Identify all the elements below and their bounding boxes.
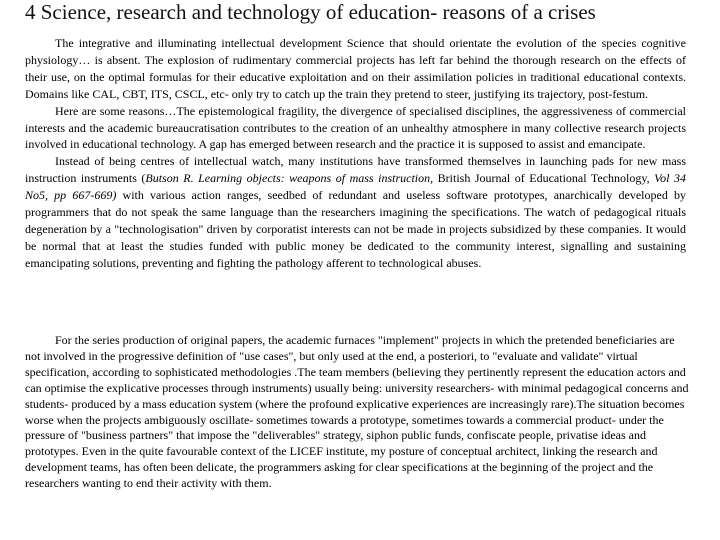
paragraph-institutions-rest: with various action ranges, seedbed of redundant and useless software prototypes, anarchically developed by programmers that do not speak the same language than the researchers imagining the specifications. The watch of pedagogical rituals degeneration by a "technologisation" driven by corporatist interests can not be made in projects subsidized by these companies. It would be normal that at least the studies funded with public money be dedicated to the community interest, signalling and sustaining emancipating solutions, preventing and fighting the pathology afferent to technological abuses. — [25, 188, 686, 270]
citation-title: Butson R. Learning objects: weapons of mass instruction, — [145, 171, 434, 186]
citation-volume: Vol 34 No5, pp 667-669) — [25, 171, 686, 203]
citation-journal: British Journal of Educational Technology, — [433, 171, 655, 186]
body-text-ragged — [25, 333, 690, 492]
paragraph-institutions-text: Instead of being centres of intellectual watch, many institutions have transformed themselves in launching pads for new mass instruction instruments ( — [25, 154, 686, 186]
paragraph-series-production: For the series production of original papers, the academic furnaces "implement" projects in which the pretended beneficiaries are not involved in the progressive definition of "use cases", but only used at the end, a posteriori, to "evaluate and validate" virtual specification, according to sophisticated methodologies .The team members (believing they pertinently represent the education actors and can optimise the explicative processes through instruments) usually being: university researchers- with minimal pedagogical concerns and students- produced by a mass education system (where the profound explicative experiences are increasingly rare).The situation becomes worse when the projects ambiguously oscillate- sometimes towards a prototype, sometimes towards a commercial product- under the pressure of "business partners" that impose the "deliverables" strategy, siphon public funds, confiscate people, privatise ideas and prototypes. Even in the quite favourable context of the LICEF institute, my posture of conceptual architect, linking the research and development teams, has often been delicate, the programmers asking for clear specifications at the beginning of the project and the researchers wanting to end their activity with them. — [25, 333, 689, 491]
slide-title: 4 Science, research and technology of education- reasons of a crises — [25, 0, 596, 24]
paragraph-science-absent: The integrative and illuminating intellectual development Science that should orientate the evolution of the species cognitive physiology… is absent. The explosion of rudimentary commercial projects has left far behind the thorough research on the effects of their use, on the optimal formulas for their educative exploitation and on their assimilation policies in traditional educational contexts. Domains like CAL, CBT, ITS, CSCL, etc- only try to catch up the train they pretend to steer, justifying its trajectory, post-festum. — [25, 36, 686, 101]
body-text-justified — [25, 35, 686, 272]
paragraph-institutions — [25, 153, 686, 271]
paragraph-reasons: Here are some reasons…The epistemological fragility, the divergence of specialised disciplines, the aggressiveness of commercial interests and the academic bureaucratisation contributes to the creation of an unhealthy atmosphere in many collective research projects involved in educational technology. A gap has emerged between research and the practice it is supposed to assist and emancipate. — [25, 103, 686, 152]
